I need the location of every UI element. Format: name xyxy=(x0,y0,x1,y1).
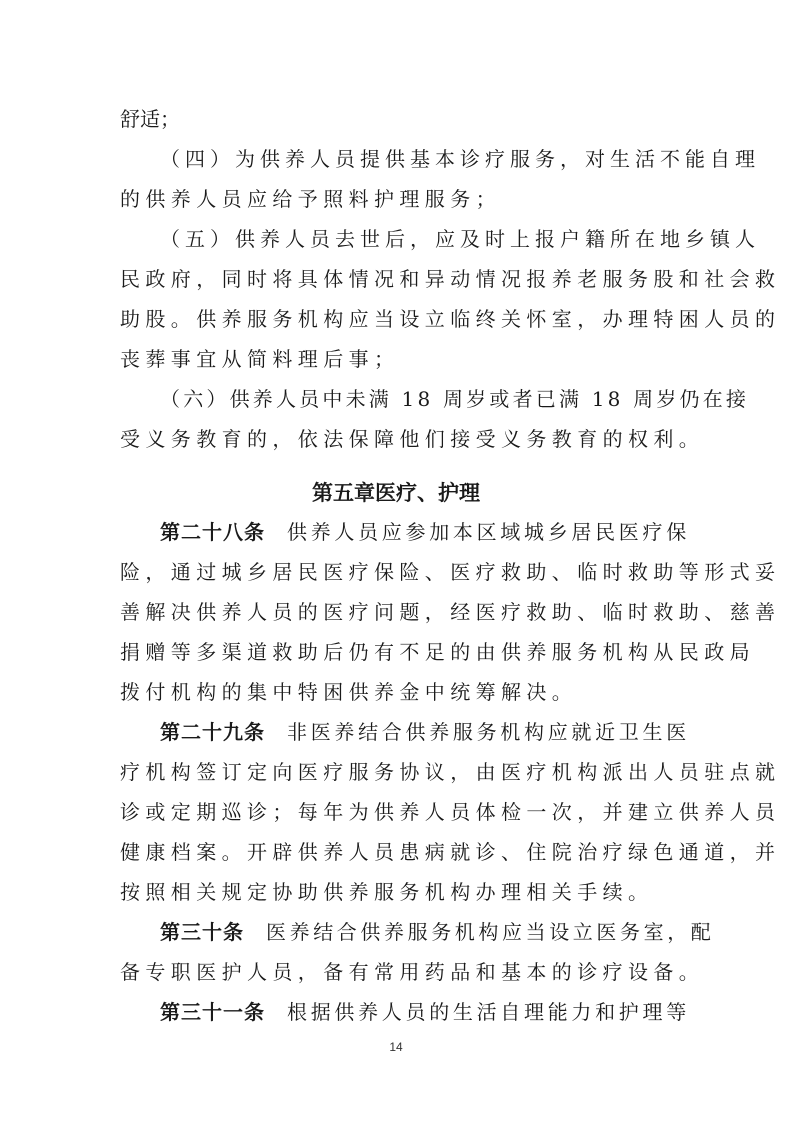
article-label: 第三十条 xyxy=(160,920,244,944)
article-first-line xyxy=(160,519,690,545)
text-line: 受义务教育的，依法保障他们接受义务教育的权利。 xyxy=(120,427,705,451)
article-first-line xyxy=(160,919,714,945)
list-item-6: （六）供养人员中未满 18 周岁或者已满 18 周岁仍在接 xyxy=(160,387,750,411)
text-line: 备专职医护人员，备有常用药品和基本的诊疗设备。 xyxy=(120,960,705,984)
list-item-4: （四）为供养人员提供基本诊疗服务，对生活不能自理 xyxy=(160,147,760,171)
text-line: 按照相关规定协助供养服务机构办理相关手续。 xyxy=(120,880,654,904)
text-line: 舒适； xyxy=(120,107,180,131)
list-item-5: （五）供养人员去世后，应及时上报户籍所在地乡镇人 xyxy=(160,227,760,251)
article-text: 根据供养人员的生活自理能力和护理等 xyxy=(287,1000,690,1024)
chapter-title: 第五章医疗、护理 xyxy=(312,481,480,505)
article-first-line xyxy=(160,719,690,745)
text-line: 诊或定期巡诊；每年为供养人员体检一次，并建立供养人员 xyxy=(120,800,781,824)
text-line: 疗机构签订定向医疗服务协议，由医疗机构派出人员驻点就 xyxy=(120,760,781,784)
article-text: 供养人员应参加本区域城乡居民医疗保 xyxy=(287,520,690,544)
text-line: 拨付机构的集中特困供养金中统筹解决。 xyxy=(120,680,578,704)
text-line: 的供养人员应给予照料护理服务； xyxy=(120,187,501,211)
article-label: 第二十九条 xyxy=(160,720,265,744)
article-text: 医养结合供养服务机构应当设立医务室，配 xyxy=(266,920,715,944)
article-label: 第三十一条 xyxy=(160,1000,265,1024)
article-first-line xyxy=(160,999,690,1025)
text-line: 民政府，同时将具体情况和异动情况报养老服务股和社会救 xyxy=(120,267,781,291)
text-line: 险，通过城乡居民医疗保险、医疗救助、临时救助等形式妥 xyxy=(120,560,781,584)
page-number: 14 xyxy=(389,1040,403,1054)
text-line: 善解决供养人员的医疗问题，经医疗救助、临时救助、慈善 xyxy=(120,600,781,624)
text-line: 捐赠等多渠道救助后仍有不足的由供养服务机构从民政局 xyxy=(120,640,755,664)
text-line: 健康档案。开辟供养人员患病就诊、住院治疗绿色通道，并 xyxy=(120,840,781,864)
text-line: 助股。供养服务机构应当设立临终关怀室，办理特困人员的 xyxy=(120,307,781,331)
article-label: 第二十八条 xyxy=(160,520,265,544)
text-line: 丧葬事宜从简料理后事； xyxy=(120,347,400,371)
article-text: 非医养结合供养服务机构应就近卫生医 xyxy=(287,720,690,744)
